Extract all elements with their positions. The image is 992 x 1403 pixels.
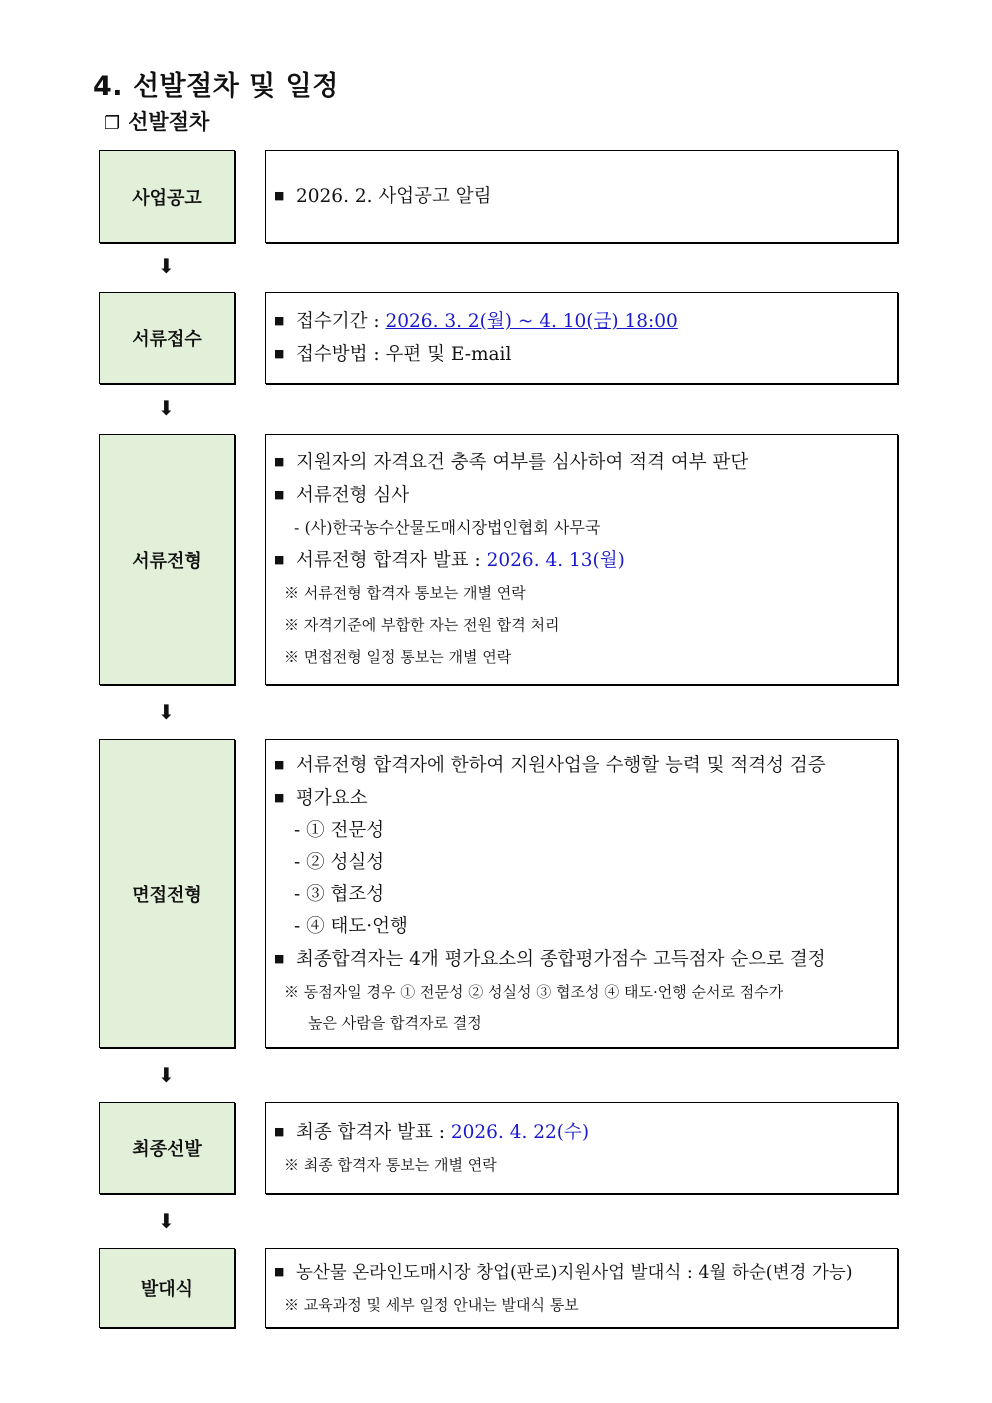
step-document-screening (99, 434, 898, 685)
step-document-submission (99, 292, 898, 384)
down-arrow-icon: ⬇ (158, 396, 175, 420)
bullet-icon: ■ (274, 347, 285, 360)
bullet-icon: ■ (274, 553, 285, 566)
stage-label: 사업공고 (99, 150, 235, 243)
date-highlight: 2026. 3. 2(월) ~ 4. 10(금) 18:00 (385, 311, 678, 332)
bullet-line (274, 1256, 889, 1289)
bullet-line (274, 1116, 889, 1149)
note-line: ※ 최종 합격자 통보는 개별 연락 (284, 1155, 497, 1174)
bullet-icon: ■ (274, 791, 285, 804)
step-details (265, 739, 898, 1048)
bullet-text: 서류전형 합격자 발표 : (296, 550, 487, 571)
step-details (265, 150, 898, 243)
stage-label: 서류전형 (99, 434, 235, 685)
sub-line: - ③ 협조성 (294, 884, 385, 905)
step-details (265, 434, 898, 685)
bullet-text: 접수방법 : 우편 및 E-mail (296, 344, 512, 365)
note-line: ※ 교육과정 및 세부 일정 안내는 발대식 통보 (284, 1295, 579, 1314)
note-line: ※ 면접전형 일정 통보는 개별 연락 (284, 648, 512, 666)
note-line-continued: 높은 사람을 합격자로 결정 (308, 1014, 482, 1032)
bullet-line (274, 479, 889, 512)
note-line: ※ 자격기준에 부합한 자는 전원 합격 처리 (284, 616, 560, 634)
date-highlight: 2026. 4. 22(수) (450, 1121, 590, 1143)
down-arrow-icon: ⬇ (158, 254, 175, 278)
bullet-text: 최종합격자는 4개 평가요소의 종합평가점수 고득점자 순으로 결정 (296, 949, 826, 970)
step-details (265, 292, 898, 384)
step-announcement (99, 150, 898, 243)
sub-line: - ① 전문성 (294, 820, 385, 841)
note-line: ※ 서류전형 합격자 통보는 개별 연락 (284, 584, 526, 602)
date-highlight: 2026. 4. 13(월) (486, 550, 625, 571)
sub-line: - ② 성실성 (294, 852, 385, 873)
sub-line: - ④ 태도·언행 (294, 916, 408, 937)
bullet-line (274, 749, 889, 782)
bullet-line (274, 782, 889, 815)
down-arrow-icon: ⬇ (158, 1209, 175, 1233)
bullet-icon: ■ (274, 1124, 285, 1138)
square-bullet-icon: ❐ (104, 113, 121, 134)
bullet-text: 2026. 2. 사업공고 알림 (296, 186, 492, 207)
down-arrow-icon: ⬇ (158, 1063, 175, 1087)
section-heading: 4. 선발절차 및 일정 (93, 71, 339, 102)
bullet-icon: ■ (274, 488, 285, 501)
bullet-icon: ■ (274, 455, 285, 468)
subsection-title: 선발절차 (128, 110, 210, 134)
bullet-text: 지원자의 자격요건 충족 여부를 심사하여 적격 여부 판단 (296, 452, 749, 473)
stage-label: 발대식 (99, 1248, 235, 1328)
bullet-icon: ■ (274, 1264, 285, 1278)
bullet-line (274, 544, 889, 577)
bullet-line (274, 446, 889, 479)
stage-label: 면접전형 (99, 739, 235, 1048)
bullet-line (274, 338, 889, 371)
bullet-icon: ■ (274, 189, 285, 202)
bullet-line (274, 180, 889, 213)
bullet-text: 평가요소 (296, 788, 368, 809)
bullet-icon: ■ (274, 758, 285, 771)
bullet-text: 서류전형 심사 (296, 485, 410, 506)
down-arrow-icon: ⬇ (158, 700, 175, 724)
stage-label: 최종선발 (99, 1102, 235, 1194)
subsection-heading (104, 106, 209, 136)
sub-line: - (사)한국농수산물도매시장법인협회 사무국 (294, 518, 601, 537)
bullet-icon: ■ (274, 952, 285, 965)
bullet-line (274, 305, 889, 338)
bullet-text: 서류전형 합격자에 한하여 지원사업을 수행할 능력 및 적격성 검증 (296, 755, 826, 776)
step-launch-ceremony (99, 1248, 898, 1328)
step-final-selection (99, 1102, 898, 1194)
bullet-line (274, 943, 889, 976)
stage-label: 서류접수 (99, 292, 235, 384)
bullet-icon: ■ (274, 314, 285, 327)
step-details (265, 1102, 898, 1194)
step-interview (99, 739, 898, 1048)
note-line: ※ 동점자일 경우 ① 전문성 ② 성실성 ③ 협조성 ④ 태도·언행 순서로 점수가 (284, 983, 784, 1001)
bullet-text: 최종 합격자 발표 : (296, 1121, 451, 1143)
step-details (265, 1248, 898, 1328)
bullet-text: 접수기간 : (296, 311, 386, 332)
bullet-text: 농산물 온라인도매시장 창업(판로)지원사업 발대식 : 4월 하순(변경 가능) (296, 1262, 853, 1283)
